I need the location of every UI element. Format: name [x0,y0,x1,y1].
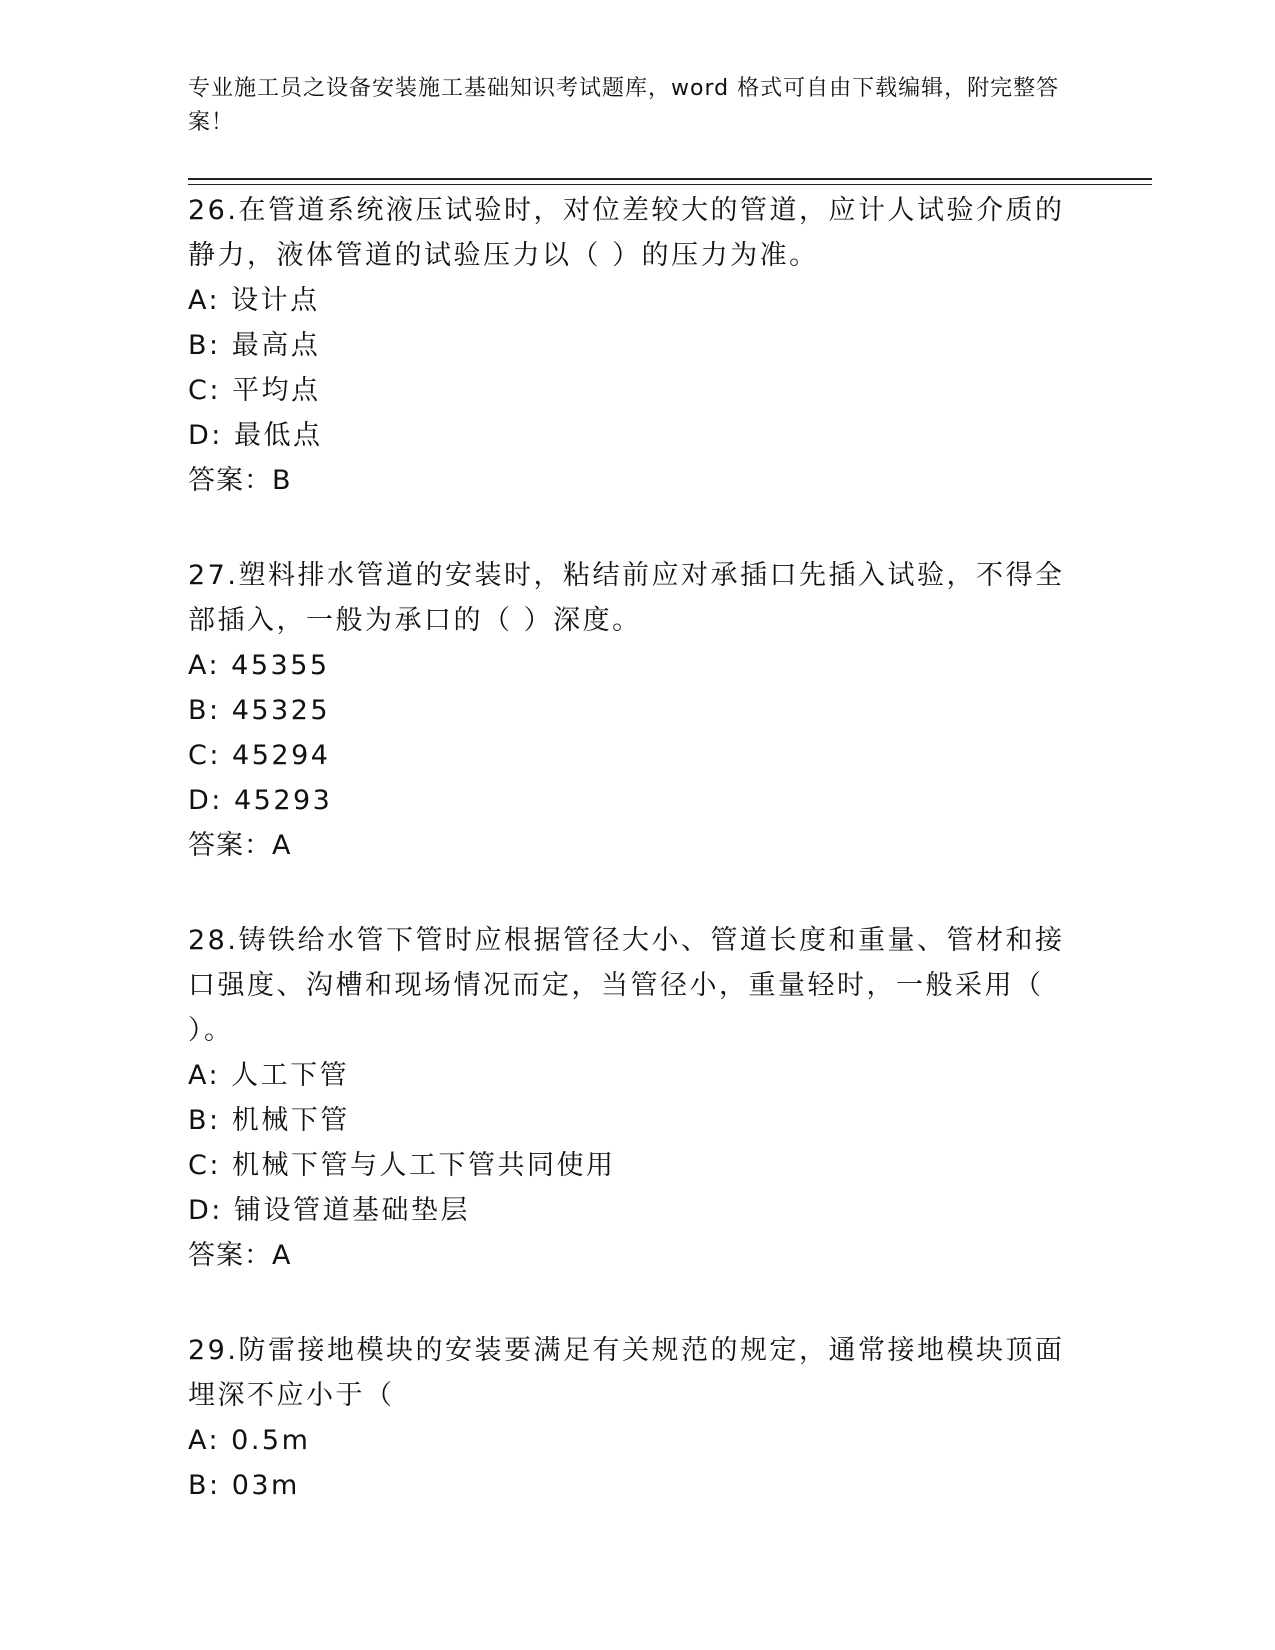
question-stem: 26.在管道系统液压试验时，对位差较大的管道，应计人试验介质的静力，液体管道的试验压力以（ ）的压力为准。 [188,195,1065,271]
option-d: D: 45293 [188,785,333,816]
option-d: D: 铺设管道基础垫层 [188,1195,470,1226]
option-b: B: 03m [188,1470,300,1501]
option-d: D: 最低点 [188,420,323,451]
answer: 答案：B [188,465,292,496]
option-b: B: 45325 [188,695,331,726]
header-divider [188,178,1152,185]
question-stem: 29.防雷接地模块的安装要满足有关规范的规定，通常接地模块顶面埋深不应小于（ [188,1335,1065,1411]
question-29 [188,1328,1088,1508]
page-header [188,72,1068,140]
question-26 [188,188,1088,503]
document-title: 专业施工员之设备安装施工基础知识考试题库，word 格式可自由下载编辑，附完整答案！ [188,76,1060,135]
option-c: C: 机械下管与人工下管共同使用 [188,1150,616,1181]
question-stem: 28.铸铁给水管下管时应根据管径大小、管道长度和重量、管材和接口强度、沟槽和现场情况而定，当管径小，重量轻时，一般采用（ ）。 [188,925,1065,1046]
option-b: B: 最高点 [188,330,321,361]
answer: 答案：A [188,1240,292,1271]
option-c: C: 45294 [188,740,331,771]
answer: 答案：A [188,830,292,861]
question-27 [188,553,1088,868]
option-a: A: 0.5m [188,1425,311,1456]
question-list [188,188,1088,1558]
option-a: A: 人工下管 [188,1060,350,1091]
question-28 [188,918,1088,1278]
option-a: A: 45355 [188,650,330,681]
option-a: A: 设计点 [188,285,320,316]
question-stem: 27.塑料排水管道的安装时，粘结前应对承插口先插入试验，不得全部插入，一般为承口的（ ）深度。 [188,560,1065,636]
option-b: B: 机械下管 [188,1105,350,1136]
option-c: C: 平均点 [188,375,321,406]
